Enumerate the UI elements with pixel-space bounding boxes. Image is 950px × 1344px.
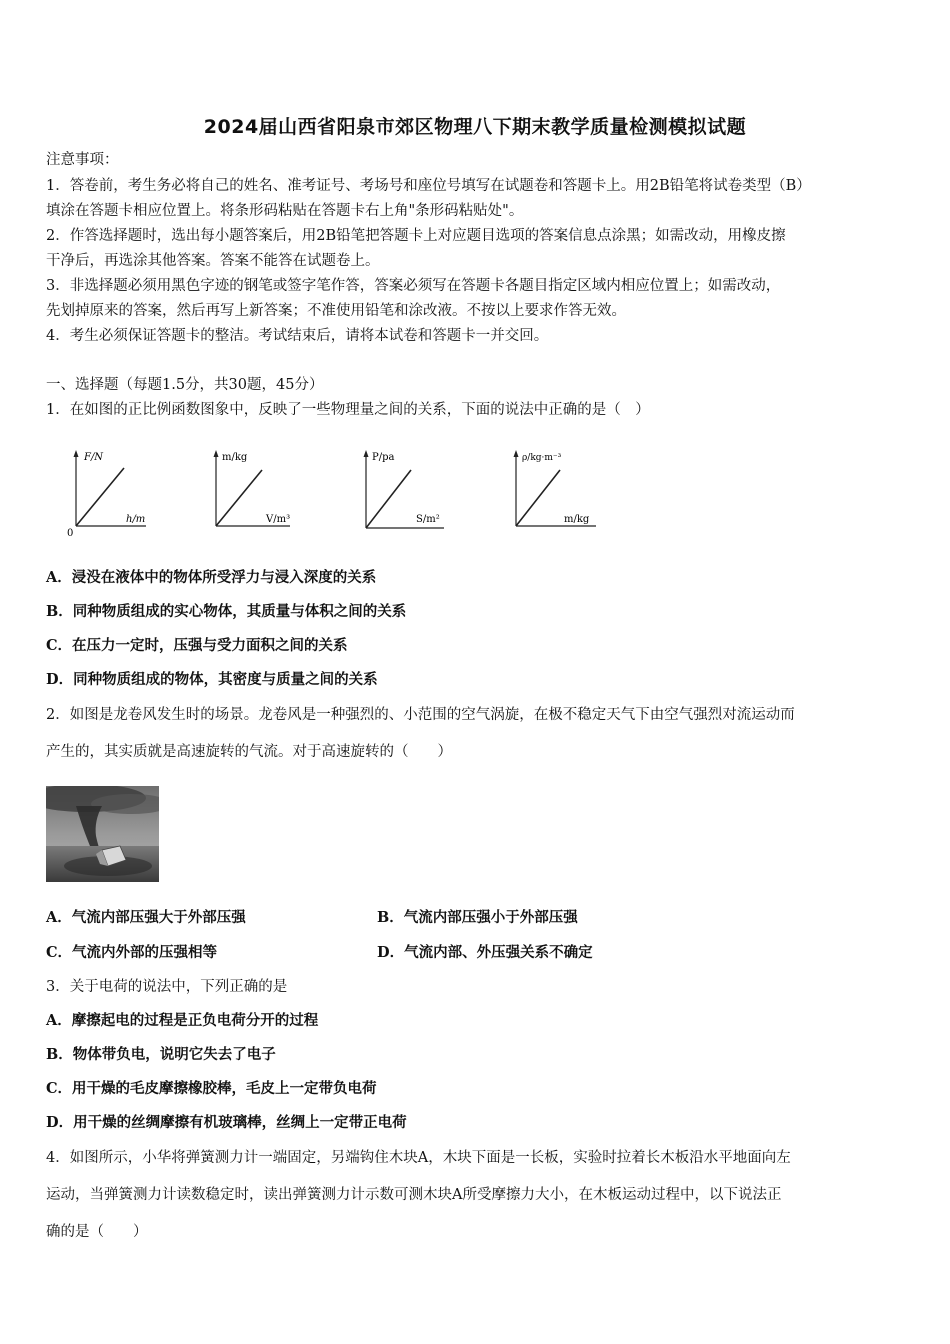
question-4-stem: 4．如图所示，小华将弹簧测力计一端固定，另端钩住木块A，木块下面是一长板，实验时拉着长木板沿水平地面向左 <box>46 1150 791 1166</box>
notice-line: 3．非选择题必须用黑色字迹的钢笔或签字笔作答，答案必须写在答题卡各题目指定区域内相应位置上；如需改动， <box>46 278 781 294</box>
x-label: h/m <box>126 514 146 525</box>
notice-line: 干净后，再选涂其他答案。答案不能答在试题卷上。 <box>46 253 380 269</box>
question-4-stem: 确的是（ ） <box>46 1224 148 1240</box>
y-axis-arrow <box>364 450 369 457</box>
q3-option-c: C．用干燥的毛皮摩擦橡胶棒，毛皮上一定带负电荷 <box>46 1080 377 1097</box>
q1-option-a: A．浸没在液体中的物体所受浮力与浸入深度的关系 <box>46 569 377 586</box>
y-label: m/kg <box>222 452 248 463</box>
q1-option-c: C．在压力一定时，压强与受力面积之间的关系 <box>46 637 348 654</box>
page-title: 2024届山西省阳泉市郊区物理八下期末教学质量检测模拟试题 <box>203 116 747 138</box>
q2-option-a: A．气流内部压强大于外部压强 <box>46 909 246 926</box>
notice-line: 1．答卷前，考生务必将自己的姓名、准考证号、考场号和座位号填写在试题卷和答题卡上。用2B铅笔将试卷类型（B） <box>46 178 811 194</box>
x-label: m/kg <box>564 514 590 525</box>
graph-p-s-svg <box>356 448 456 538</box>
x-label: S/m² <box>416 514 440 525</box>
graph-rho-m <box>504 448 594 538</box>
q3-option-d: D．用干燥的丝绸摩擦有机玻璃棒，丝绸上一定带正电荷 <box>46 1114 407 1131</box>
notice-line: 4．考生必须保证答题卡的整洁。考试结束后，请将本试卷和答题卡一并交回。 <box>46 328 549 344</box>
q1-option-b: B．同种物质组成的实心物体，其质量与体积之间的关系 <box>46 603 407 620</box>
proportional-line <box>216 470 262 526</box>
y-axis-arrow <box>74 450 79 457</box>
tornado-photo-svg <box>46 786 159 882</box>
notice-heading: 注意事项： <box>46 152 119 168</box>
y-axis-arrow <box>214 450 219 457</box>
question-4-stem: 运动，当弹簧测力计读数稳定时，读出弹簧测力计示数可测木块A所受摩擦力大小，在木板运动过程中，以下说法正 <box>46 1187 782 1203</box>
question-1-stem: 1．在如图的正比例函数图象中，反映了一些物理量之间的关系，下面的说法中正确的是（ ） <box>46 402 650 418</box>
proportional-line <box>366 470 411 528</box>
graph-m-v <box>204 448 294 538</box>
q1-option-d: D．同种物质组成的物体，其密度与质量之间的关系 <box>46 671 378 688</box>
y-label: ρ/kg·m⁻³ <box>522 453 562 463</box>
graph-f-h <box>64 448 154 538</box>
question-3-stem: 3．关于电荷的说法中，下列正确的是 <box>46 979 288 995</box>
notice-line: 填涂在答题卡相应位置上。将条形码粘贴在答题卡右上角"条形码粘贴处"。 <box>46 203 524 219</box>
origin-label: 0 <box>67 528 74 539</box>
question-2-stem: 2．如图是龙卷风发生时的场景。龙卷风是一种强烈的、小范围的空气涡旋，在极不稳定天气下由空气强烈对流运动而 <box>46 707 795 723</box>
graph-m-v-svg <box>204 448 304 538</box>
graph-f-h-svg <box>64 448 154 538</box>
graph-rho-m-svg <box>504 448 614 538</box>
graph-p-s <box>356 448 446 538</box>
q3-option-a: A．摩擦起电的过程是正负电荷分开的过程 <box>46 1012 319 1029</box>
notice-line: 先划掉原来的答案，然后再写上新答案；不准使用铅笔和涂改液。不按以上要求作答无效。 <box>46 303 626 319</box>
x-label: V/m³ <box>266 514 291 525</box>
tornado-photo <box>46 786 159 882</box>
proportional-line <box>516 470 560 526</box>
question-2-stem: 产生的，其实质就是高速旋转的气流。对于高速旋转的（ ） <box>46 744 452 760</box>
y-label: F/N <box>84 452 104 463</box>
section-heading: 一、选择题（每题1.5分，共30题，45分） <box>46 377 324 393</box>
y-axis-arrow <box>514 450 519 457</box>
q2-option-b: B．气流内部压强小于外部压强 <box>377 909 578 926</box>
proportional-line <box>76 468 124 526</box>
q3-option-b: B．物体带负电，说明它失去了电子 <box>46 1046 276 1063</box>
q2-option-d: D．气流内部、外压强关系不确定 <box>377 944 593 961</box>
notice-line: 2．作答选择题时，选出每小题答案后，用2B铅笔把答题卡上对应题目选项的答案信息点涂黑；如需改动，用橡皮擦 <box>46 228 786 244</box>
q2-option-c: C．气流内外部的压强相等 <box>46 944 218 961</box>
y-label: P/pa <box>372 452 395 463</box>
